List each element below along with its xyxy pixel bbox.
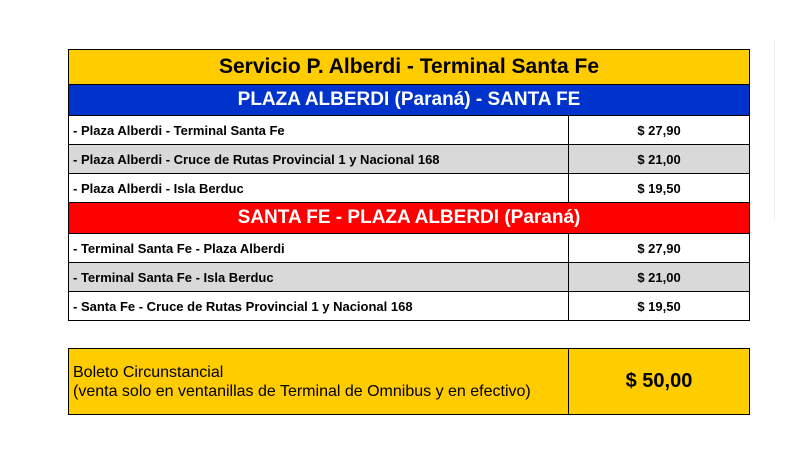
- table-row: [69, 145, 750, 174]
- route-name: - Terminal Santa Fe - Isla Berduc: [69, 263, 569, 292]
- table-row: [69, 174, 750, 203]
- fare-table: [68, 49, 750, 321]
- route-price: $ 27,90: [569, 234, 750, 263]
- ticket-note: (venta solo en ventanillas de Terminal de Omnibus y en efectivo): [73, 382, 531, 400]
- table-row: [69, 116, 750, 145]
- table-row: [69, 263, 750, 292]
- route-price: $ 27,90: [569, 116, 750, 145]
- edge-divider: [774, 40, 775, 220]
- route-price: $ 21,00: [569, 263, 750, 292]
- route-price: $ 19,50: [569, 174, 750, 203]
- route-name: - Plaza Alberdi - Isla Berduc: [69, 174, 569, 203]
- ticket-description: [69, 349, 569, 415]
- special-ticket-row: [69, 349, 750, 415]
- section-header-row: [69, 203, 750, 234]
- route-name: - Terminal Santa Fe - Plaza Alberdi: [69, 234, 569, 263]
- table-row: [69, 234, 750, 263]
- special-ticket-table: [68, 348, 750, 415]
- section-heading-santa-fe-alberdi: SANTA FE - PLAZA ALBERDI (Paraná): [69, 203, 750, 234]
- ticket-price: $ 50,00: [569, 349, 750, 415]
- route-price: $ 19,50: [569, 292, 750, 321]
- table-row: [69, 292, 750, 321]
- route-name: - Plaza Alberdi - Terminal Santa Fe: [69, 116, 569, 145]
- section-heading-alberdi-santa-fe: PLAZA ALBERDI (Paraná) - SANTA FE: [69, 85, 750, 116]
- route-name: - Plaza Alberdi - Cruce de Rutas Provincial 1 y Nacional 168: [69, 145, 569, 174]
- section-header-row: [69, 85, 750, 116]
- route-price: $ 21,00: [569, 145, 750, 174]
- table-title: Servicio P. Alberdi - Terminal Santa Fe: [69, 50, 750, 85]
- title-row: [69, 50, 750, 85]
- ticket-title: Boleto Circunstancial: [73, 363, 224, 381]
- route-name: - Santa Fe - Cruce de Rutas Provincial 1 y Nacional 168: [69, 292, 569, 321]
